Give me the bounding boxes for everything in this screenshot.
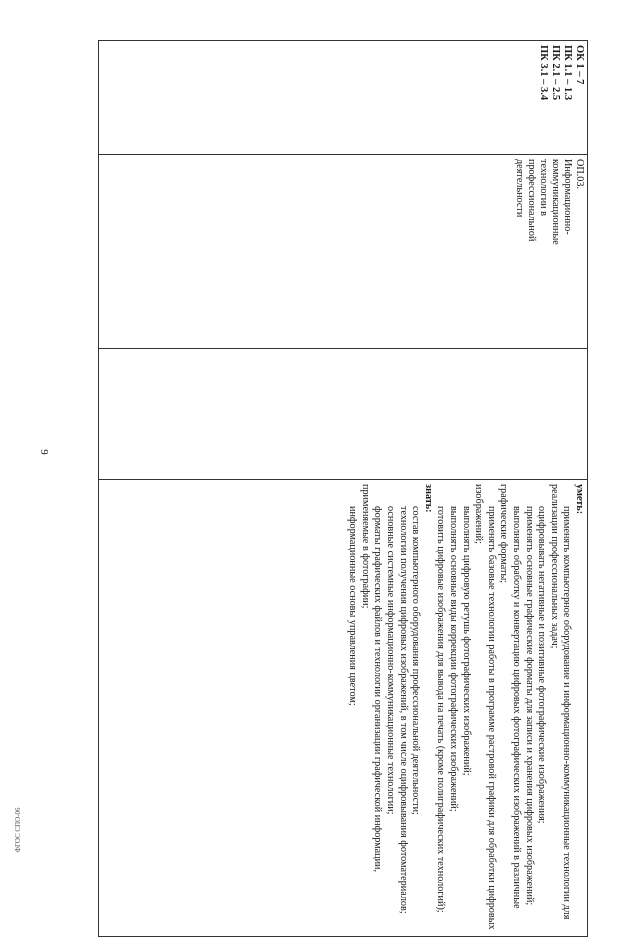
- competency-table: [98, 40, 588, 937]
- competency-codes-cell: [99, 41, 588, 155]
- rotated-table: [98, 40, 588, 930]
- skill-item: применять базовые технологии работы в программе растровой графики для обработки цифровых изображений;: [473, 484, 497, 930]
- page-number: 9: [38, 449, 50, 455]
- knowledge-item: технологии получения цифровых изображений, в том числе оцифровывания фотоматериалов;: [397, 506, 409, 914]
- skills-knowledge-cell: [99, 480, 588, 937]
- table-row: [99, 41, 588, 937]
- znat-header: знать:: [422, 484, 434, 513]
- discipline-line: Информационно-: [562, 159, 573, 235]
- knowledge-item: состав компьютерного оборудования профессиональной деятельности;: [410, 506, 422, 815]
- competency-code: ОК 1 – 7: [574, 45, 585, 85]
- knowledge-item: информационные основы управления цветом;: [347, 506, 359, 706]
- discipline-line: профессиональной: [526, 159, 537, 242]
- discipline-line: технологии в: [538, 159, 549, 216]
- knowledge-item: форматы графических файлов и технологии организации графической информации, применяемые в фотографии;: [359, 484, 384, 873]
- empty-cell: [99, 349, 588, 480]
- competency-code: ПК 3.1 – 3.4: [538, 45, 549, 101]
- discipline-line: ОП.03.: [574, 159, 585, 189]
- competency-code: ПК 2.1 – 2.5: [550, 45, 561, 101]
- knowledge-item: основные системные информационно-коммуникационные технологии;: [385, 506, 397, 815]
- discipline-cell: [99, 155, 588, 349]
- discipline-line: коммуникационные: [550, 159, 561, 245]
- skill-item: выполнять обработку и конвертацию цифровых фотографических изображений в различные графические форматы;: [498, 484, 523, 909]
- skill-item: применять компьютерное оборудование и информационно-коммуникационные технологии для реализации профессиональных задач;: [548, 484, 573, 920]
- discipline-line: деятельности: [514, 159, 525, 218]
- skill-item: готовить цифровые изображения для вывода на печать (кроме полиграфических технологий);: [435, 506, 447, 913]
- competency-code: ПК 1.1 – 1.3: [562, 45, 573, 101]
- skill-item: применять основные графические форматы для записи и хранения цифровых изображений;: [523, 506, 535, 906]
- skill-item: выполнять основные виды коррекции фотографических изображений;: [448, 506, 460, 812]
- umet-header: уметь:: [574, 484, 585, 515]
- document-code: ФГОС СПО-06: [14, 807, 22, 853]
- table-container: [98, 40, 588, 930]
- skill-item: оцифровывать негативные и позитивные фотографические изображения;: [536, 506, 548, 824]
- skill-item: выполнять цифровую ретушь фотографических изображений;: [460, 506, 472, 776]
